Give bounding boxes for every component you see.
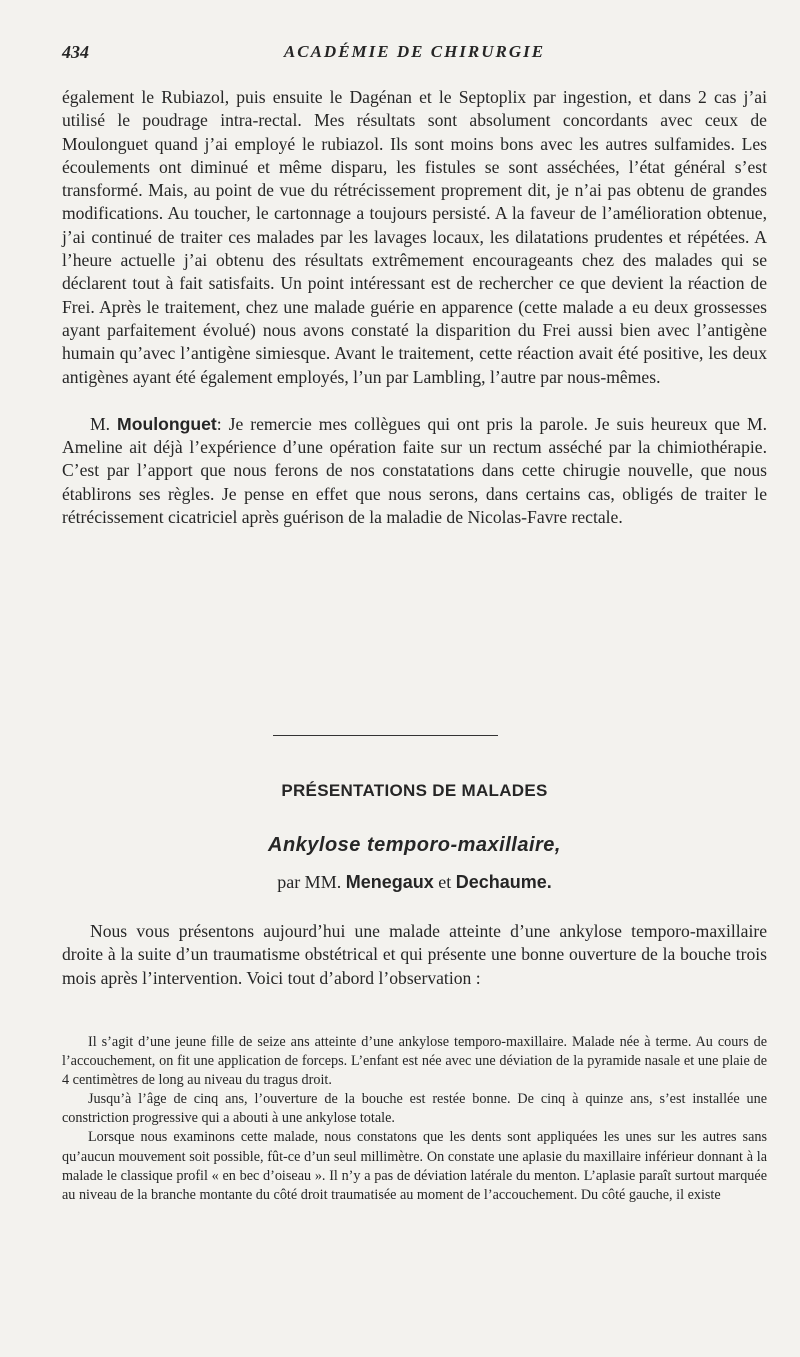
author-1: Menegaux [345,872,434,892]
observation-paragraph: Jusqu’à l’âge de cinq ans, l’ouverture de la bouche est restée bonne. De cinq à quinze ans, s’est installée une constriction progressive qui a abouti à une ankylose totale. [62,1091,767,1127]
speaker-prefix: M. [90,413,111,434]
author-2: Dechaume. [455,872,552,892]
article-title: Ankylose temporo-maxillaire, [268,834,561,856]
paragraph-2 [62,413,767,529]
speaker-text: : Je remercie mes collègues qui ont pris la parole. Je suis heureux que M. Ameline ait déjà l’expérience d’une opération faite sur un rectum asséché par la chimiothérapie. C’est par l’apport que nous ferons de nos constatations dans cette chirugie nouvelle, que nous établirons ses règles. Je pense en effet que nous serons, dans certains cas, obligés de traiter le rétrécissement cicatriciel après guérison de la maladie de Nicolas-Favre rectale. [62,413,767,528]
running-title: ACADÉMIE DE CHIRURGIE [283,42,546,61]
article-authors [62,872,767,893]
observation-paragraph: Il s’agit d’une jeune fille de seize ans atteinte d’une ankylose temporo-maxillaire. Malade née à terme. Au cours de l’accouchement, on fit une application de forceps. L’enfant est née avec une déviation de la pyramide nasale et une plaie de 4 centimètres de long au niveau du tragus droit. [62,1034,767,1089]
discussion-text [62,86,767,529]
running-header [62,38,767,68]
section-title: PRÉSENTATIONS DE MALADES [281,781,548,800]
section-divider [273,735,498,736]
paragraph-1: également le Rubiazol, puis ensuite le Dagénan et le Septoplix par ingestion, et dans 2 cas j’ai utilisé le poudrage intra-rectal. Mes résultats sont absolument concordants avec ceux de Moulonguet quand j’ai employé le rubiazol. Ils sont moins bons avec les autres sulfamides. Les écoulements ont diminué et même disparu, les fistules se sont asséchées, l’état général s’est transformé. Mais, au point de vue du rétrécissement proprement dit, je n’ai pas obtenu de grandes modifications. Au toucher, le cartonnage a toujours persisté. A la faveur de l’amélioration obtenue, j’ai continué de traiter ces malades par les lavages locaux, les dilatations prudentes et répétées. A l’heure actuelle j’ai obtenu des résultats extrêmement encourageants chez des malades qui se déclarent tout à fait satisfaits. Un point intéressant est de rechercher ce que devient la réaction de Frei. Après le traitement, chez une malade guérie en apparence (cette malade a eu deux grossesses ayant parfaitement évolué) nous avons constaté la disparition du Frei aussi bien avec l’antigène humain qu’avec l’antigène simiesque. Avant le traitement, cette réaction avait été positive, les deux antigènes ayant été également employés, l’un par Lambling, l’autre par nous-mêmes. [62,87,767,387]
authors-by: par MM. [277,872,342,892]
authors-and: et [438,872,452,892]
observation-paragraph: Lorsque nous examinons cette malade, nous constatons que les dents sont appliquées les unes sur les autres sans qu’aucun mouvement soit possible, fût-ce d’un seul millimètre. On constate une aplasie du maxillaire inférieur donnant à la malade le classique profil « en bec d’oiseau ». Il n’y a pas de déviation latérale du menton. L’aplasie paraît surtout marquée au niveau de la branche montante du côté droit traumatisée au moment de l’accouchement. Du côté gauche, il existe [62,1129,767,1203]
page-number: 434 [62,42,89,62]
speaker-name: Moulonguet [117,413,217,434]
intro-paragraph: Nous vous présentons aujourd’hui une malade atteinte d’une ankylose temporo-maxillaire droite à la suite d’un traumatisme obstétrical et qui présente une bonne ouverture de la bouche trois mois après l’intervention. Voici tout d’abord l’observation : [62,921,767,988]
observation-text [62,1033,767,1205]
